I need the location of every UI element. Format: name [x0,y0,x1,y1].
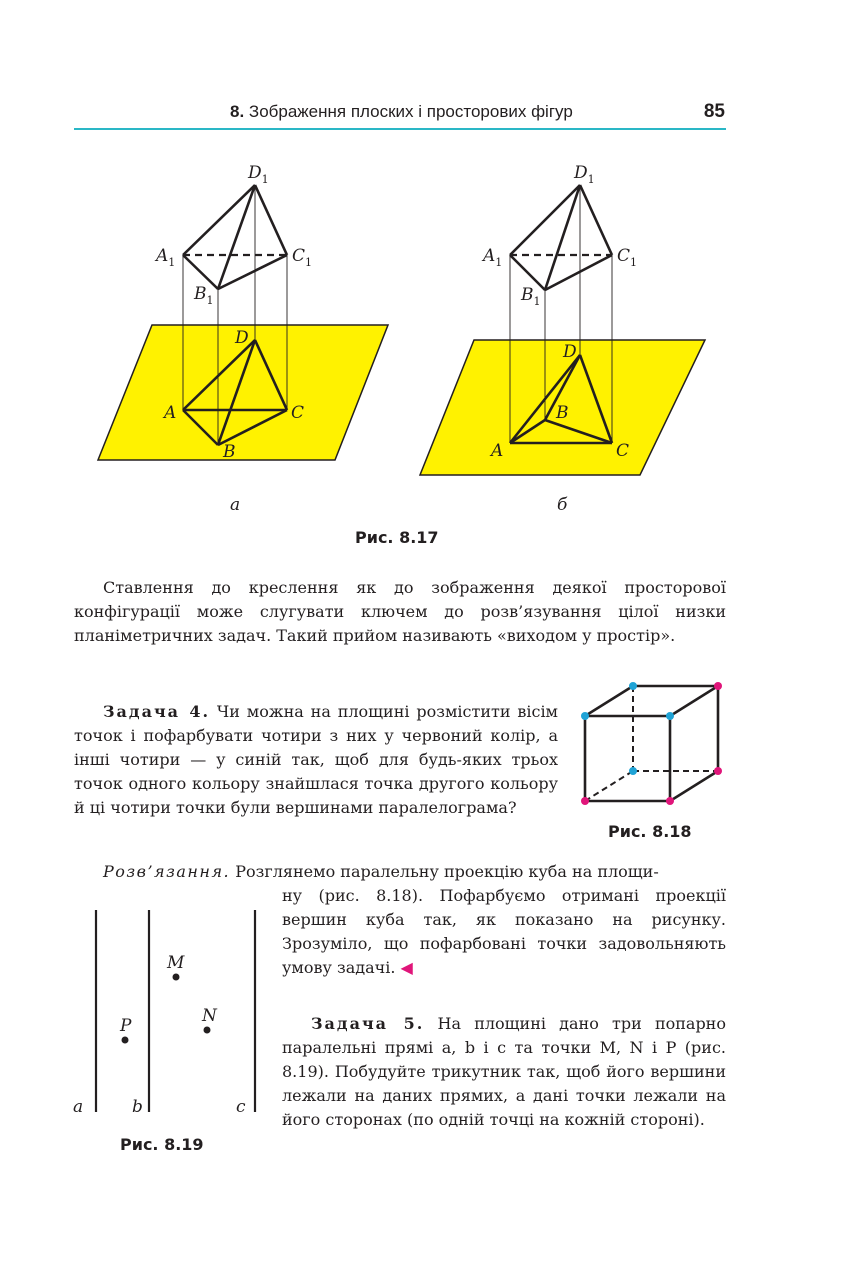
point-m [173,974,180,981]
tetrahedron-upper-a [183,185,287,289]
label-a1-a: $A_1$ [156,246,176,269]
label-a-a: A [164,403,177,423]
label-a: a [73,1097,84,1117]
section-title: Зображення плоских і просторових фігур [248,102,573,121]
solution-label: Розв’язання. [103,862,231,881]
label-c1-a: $C_1$ [292,246,313,269]
vertex-blue [666,712,674,720]
figure-8-17 [0,150,850,530]
figure-8-18-cube [578,678,728,813]
vertex-red [714,682,722,690]
figure-8-17-sublabel-b: б [557,495,568,515]
vertex-blue [629,682,637,690]
point-p [122,1037,129,1044]
vertex-red [714,767,722,775]
solution-body [282,884,726,980]
vertex-blue [629,767,637,775]
label-d-b: D [563,342,577,362]
figure-8-18-caption: Рис. 8.18 [608,822,692,841]
label-p: P [120,1016,132,1036]
tetrahedron-upper-b [510,185,612,290]
paragraph-space-exit: Ставлення до креслення як до зображення деякої просторової конфігурації може слугувати ключем до розв’язування цілої низки планіметричних задач. Такий прийом називають «виходом у простір». [74,578,726,645]
end-of-solution-marker: ◀ [400,958,413,977]
label-c-b: C [616,441,630,461]
label-n: N [202,1006,217,1026]
figure-8-17-sublabel-a: а [230,495,241,515]
solution-text-first: Розглянемо паралельну проекцію куба на площи- [235,862,659,881]
label-d1-a: $D_1$ [248,163,269,186]
solution-first-line [74,860,726,884]
label-b-a: B [223,442,236,462]
task-5 [282,1012,726,1132]
figure-8-17-caption: Рис. 8.17 [355,528,439,547]
page-number: 85 [703,101,725,122]
section-number: 8. [230,102,245,121]
label-b1-a: $B_1$ [194,284,214,307]
label-a1-b: $A_1$ [483,246,503,269]
label-c: c [236,1097,246,1117]
label-d-a: D [235,328,249,348]
label-b1-b: $B_1$ [521,285,541,308]
vertex-blue [581,712,589,720]
task-4-text: Чи можна на площині розмістити вісім точок і пофарбувати чотири з них у червоний колір, а інші чотири — у синій так, щоб для будь-яких трьох точок одного кольору знайшлася точка другого кольору й ці чотири точки були вершинами паралелограма? [74,702,558,817]
solution-text-rest: ну (рис. 8.18). Пофарбуємо отримані проекції вершин куба так, як показано на рисунку. Зрозуміло, що пофарбовані точки задовольняють умову задачі. [282,886,726,977]
label-c-a: C [291,403,305,423]
figure-8-19-caption: Рис. 8.19 [120,1135,204,1154]
task-4 [74,700,558,820]
vertex-red [581,797,589,805]
label-d1-b: $D_1$ [574,163,595,186]
label-b: b [132,1097,143,1117]
task-5-label: Задача 5. [311,1014,425,1033]
figure-8-19 [60,905,270,1120]
label-m: M [167,953,185,973]
label-c1-b: $C_1$ [617,246,638,269]
point-n [204,1027,211,1034]
label-a-b: A [491,441,504,461]
header-rule [74,128,726,130]
label-b-b: B [556,403,569,423]
vertex-red [666,797,674,805]
task-4-label: Задача 4. [103,702,211,721]
running-header [230,102,573,122]
task-5-text: На площині дано три попарно паралельні прямі a, b і c та точки M, N і P (рис. 8.19). Побудуйте трикутник так, щоб його вершини лежали на даних прямих, а дані точки лежали на його сторонах (по одній точці на кожній стороні). [282,1014,726,1129]
